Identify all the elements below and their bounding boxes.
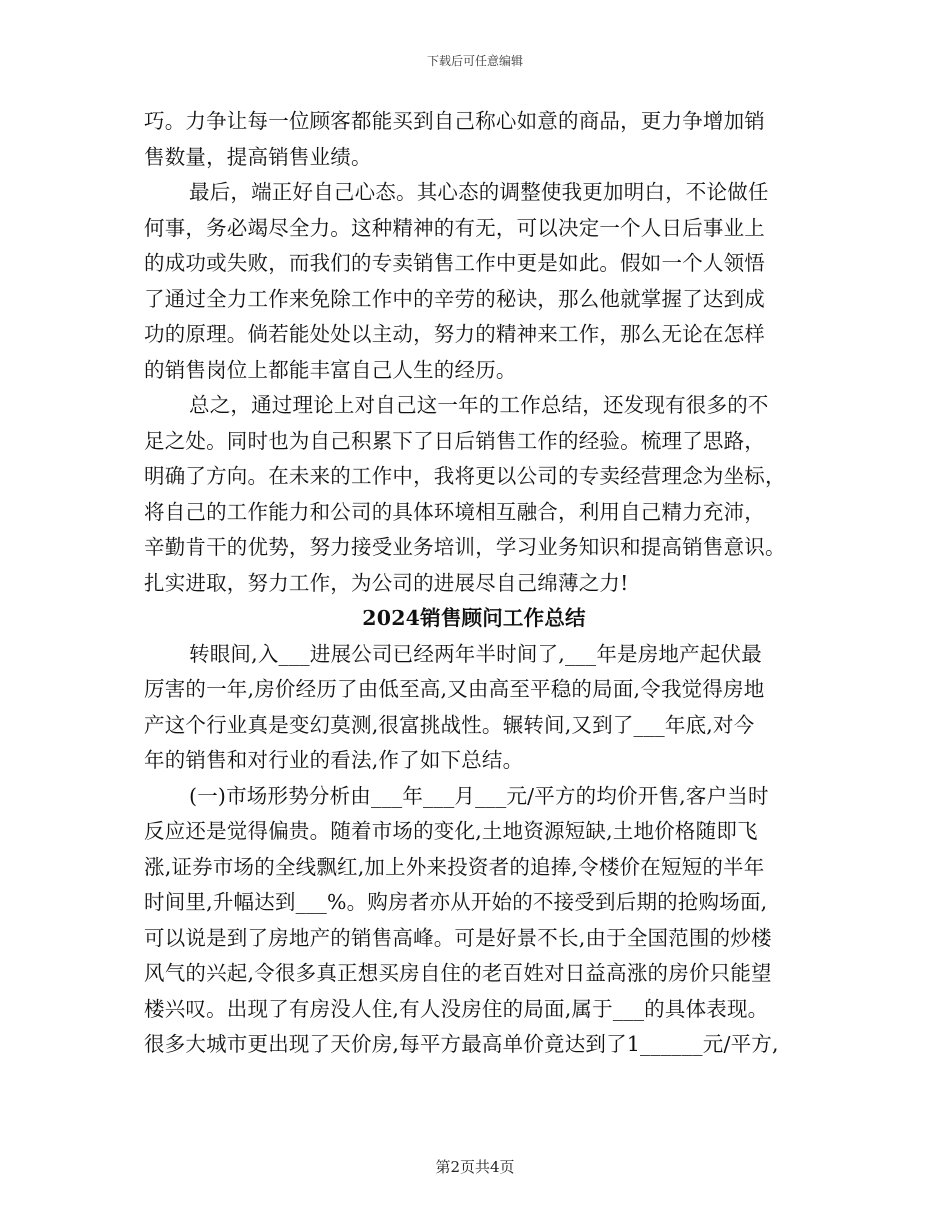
text-line: 扎实进取，努力工作，为公司的进展尽自己绵薄之力! [144, 570, 629, 595]
text-line: 辛勤肯干的优势，努力接受业务培训，学习业务知识和提高销售意识。 [144, 535, 786, 559]
text-line: 将自己的工作能力和公司的具体环境相互融合，利用自己精力充沛， [144, 499, 765, 524]
paragraph-start: 转眼间,入___进展公司已经两年半时间了,___年是房地产起伏最 [189, 641, 762, 666]
text-line: 很多大城市更出现了天价房,每平方最高单价竟达到了1______元/平方, [144, 1032, 779, 1056]
text-line: 的销售岗位上都能丰富自己人生的经历。 [144, 357, 517, 382]
text-line: 产这个行业真是变幻莫测,很富挑战性。辗转间,又到了___年底,对今 [144, 712, 755, 737]
text-line: 反应还是觉得偏贵。随着市场的变化,土地资源短缺,土地价格随即飞 [144, 819, 758, 843]
text-line: 功的原理。倘若能处处以主动，努力的精神来工作，那么无论在怎样 [144, 322, 765, 346]
text-line: 年的销售和对行业的看法,作了如下总结。 [144, 748, 524, 772]
text-line: 风气的兴起,令很多真正想买房自住的老百姓对日益高涨的房价只能望 [144, 961, 772, 985]
section-title: 2024销售顾问工作总结 [362, 606, 586, 630]
paragraph-start: 最后，端正好自己心态。其心态的调整使我更加明白，不论做任 [189, 180, 769, 204]
text-line: 足之处。同时也为自己积累下了日后销售工作的经验。梳理了思路， [144, 428, 765, 453]
text-line: 了通过全力工作来免除工作中的辛劳的秘诀，那么他就掌握了达到成 [144, 286, 765, 311]
text-line: 可以说是到了房地产的销售高峰。可是好景不长,由于全国范围的炒楼 [144, 925, 772, 950]
page-header: 下载后可任意编辑 [426, 54, 523, 68]
page-number: 第2页共4页 [435, 1158, 515, 1176]
text-line: 售数量，提高销售业绩。 [144, 144, 372, 169]
text-line: 涨,证券市场的全线飘红,加上外来投资者的追捧,令楼价在短短的半年 [144, 854, 765, 879]
text-line: 何事，务必竭尽全力。这种精神的有无，可以决定一个人日后事业上 [144, 215, 765, 240]
text-line: 的成功或失败，而我们的专卖销售工作中更是如此。假如一个人领悟 [144, 251, 765, 275]
text-line: 时间里,升幅达到___%。购房者亦从开始的不接受到后期的抢购场面, [144, 890, 768, 914]
text-line: 巧。力争让每一位顾客都能买到自己称心如意的商品，更力争增加销 [144, 109, 765, 133]
text-line: 楼兴叹。出现了有房没人住,有人没房住的局面,属于___的具体表现。 [144, 996, 769, 1021]
document-body [144, 104, 834, 1063]
paragraph-start: (一)市场形势分析由___年___月___元/平方的均价开售,客户当时 [189, 783, 769, 808]
paragraph-start: 总之，通过理论上对自己这一年的工作总结，还发现有很多的不 [189, 393, 769, 417]
text-line: 明确了方向。在未来的工作中，我将更以公司的专卖经营理念为坐标， [144, 464, 786, 488]
text-line: 厉害的一年,房价经历了由低至高,又由高至平稳的局面,令我觉得房地 [144, 677, 765, 701]
